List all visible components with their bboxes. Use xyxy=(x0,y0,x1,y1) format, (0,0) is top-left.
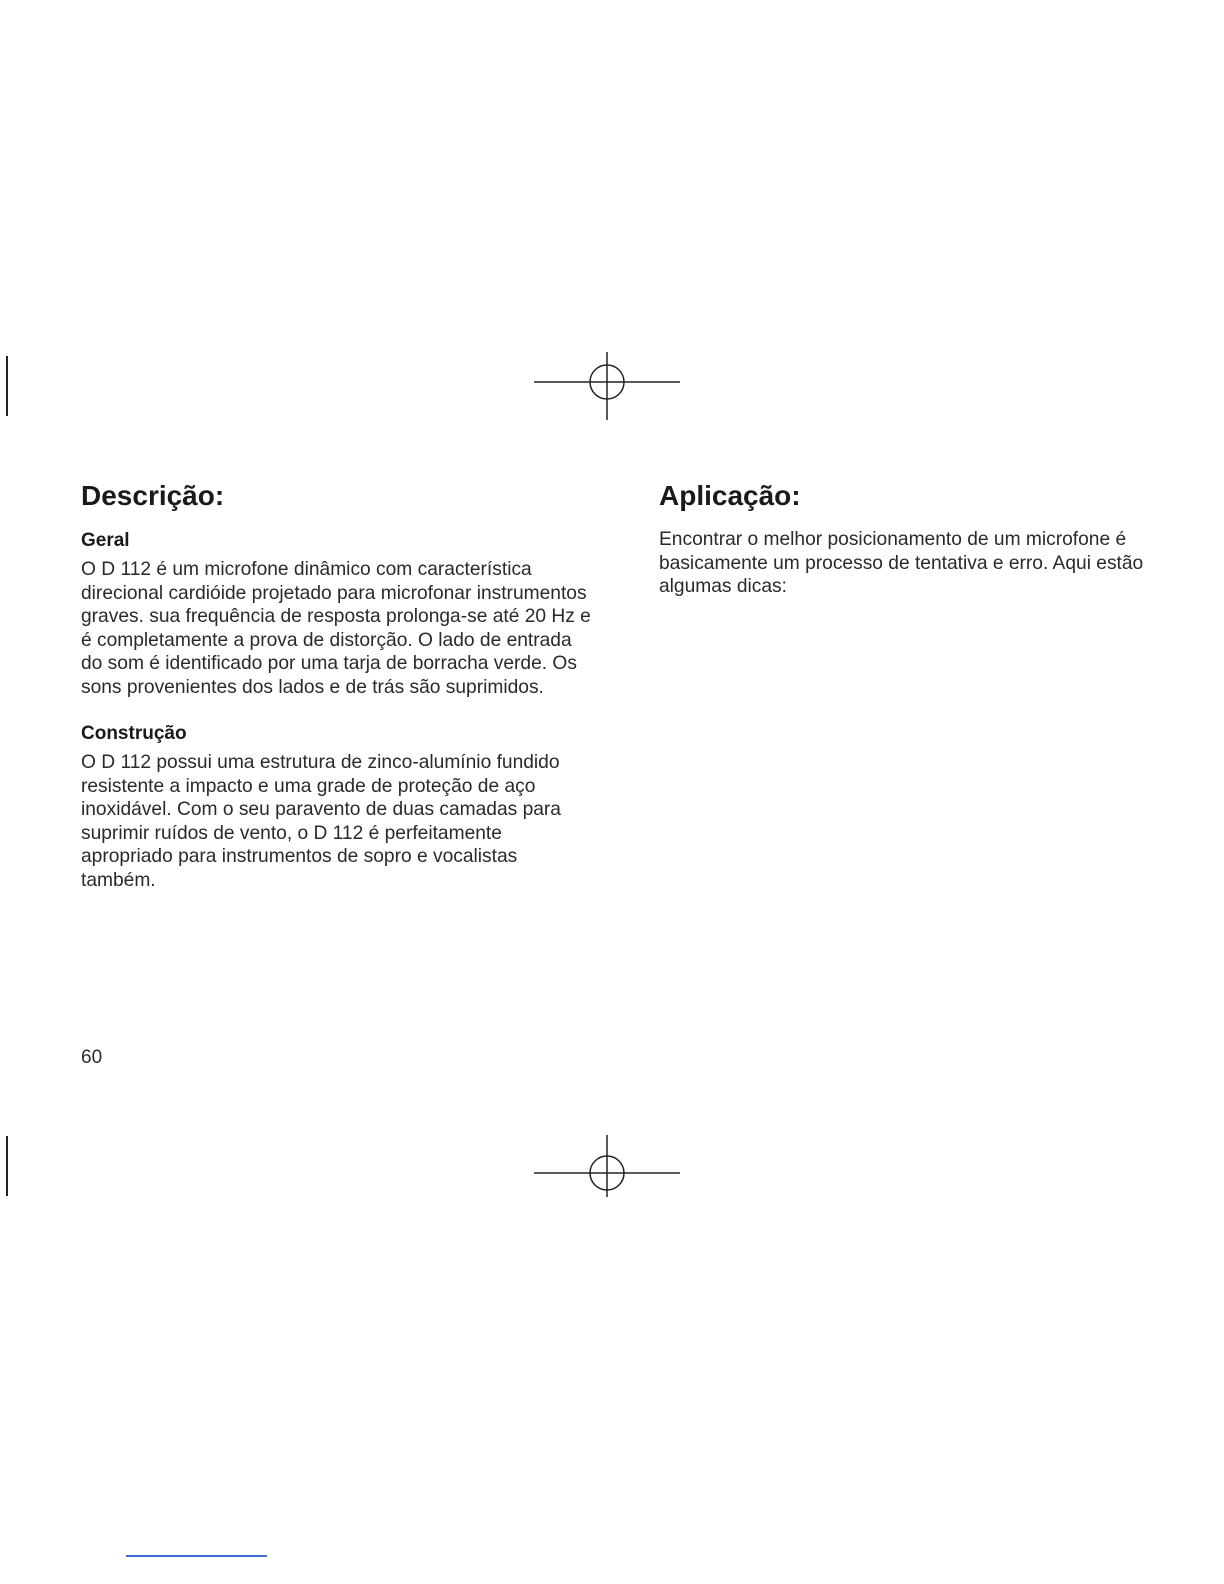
crop-mark-top-left xyxy=(6,356,8,416)
footer-rule xyxy=(126,1555,267,1557)
section-text-general: O D 112 é um microfone dinâmico com característica direcional cardióide projetado para microfonar instrumentos graves. sua frequência de resposta prolonga-se até 20 Hz e é completamente a prova de distorção. O lado de entrada do som é identificado por uma tarja de borracha verde. Os sons provenientes dos lados e de trás são suprimidos. xyxy=(81,559,591,698)
registration-mark-bottom-icon xyxy=(534,1133,680,1217)
section-spacer xyxy=(81,699,591,721)
description-heading: Descrição: xyxy=(81,480,225,511)
application-column xyxy=(659,478,1159,599)
application-heading: Aplicação: xyxy=(659,480,801,511)
application-text: Encontrar o melhor posicionamento de um microfone é basicamente um processo de tentativa e erro. Aqui estão algumas dicas: xyxy=(659,529,1144,597)
section-text-construction: O D 112 possui uma estrutura de zinco-alumínio fundido resistente a impacto e uma grade de proteção de aço inoxidável. Com o seu paravento de duas camadas para suprimir ruídos de vento, o D 112 é perfeitamente apropriado para instrumentos de sopro e vocalistas também. xyxy=(81,752,561,891)
description-column xyxy=(81,478,591,892)
page-number: 60 xyxy=(81,1047,103,1068)
section-title-general: Geral xyxy=(81,530,130,551)
registration-mark-top-icon xyxy=(534,342,680,426)
crop-mark-bottom-left xyxy=(6,1136,8,1196)
section-title-construction: Construção xyxy=(81,723,187,744)
